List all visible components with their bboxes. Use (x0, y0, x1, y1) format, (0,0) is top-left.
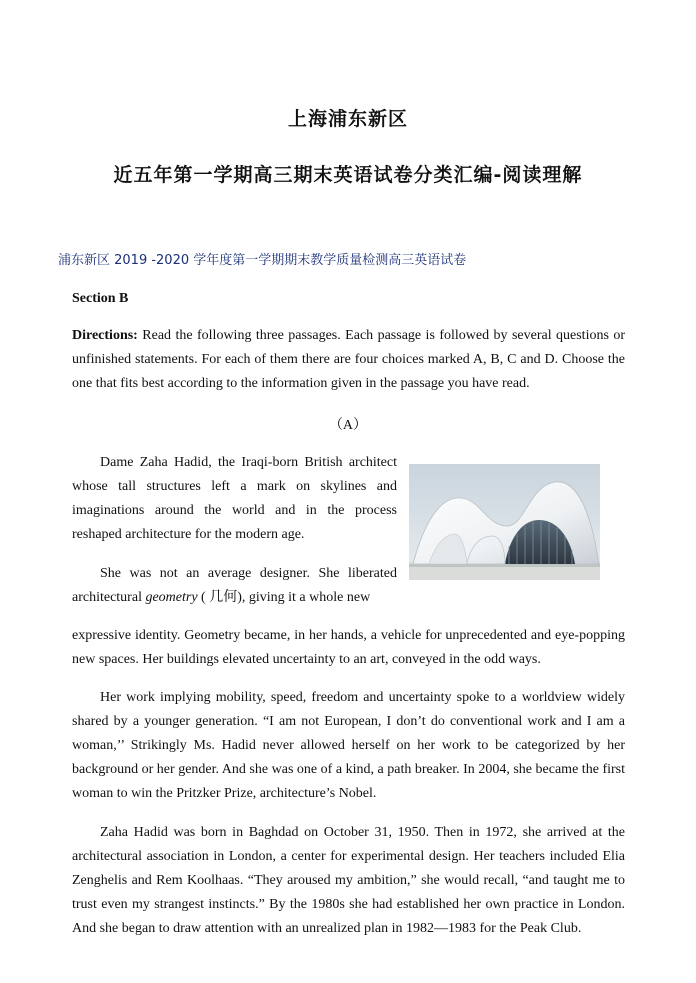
passage-paragraph-2-continued: expressive identity. Geometry became, in her hands, a vehicle for unprecedented and eye-popping new spaces. Her buildings elevated uncertainty to an art, conveyed in the odd ways. (72, 628, 625, 667)
passage-paragraph-3: Her work implying mobility, speed, freedom and uncertainty spoke to a worldview widely shared by a younger generation. “I am not European, I don’t do conventional work and I am a woman,’’ Strikingly Ms. Hadid never allowed herself on her work to be categorized by her background or her gender. And she was one of a kind, a path breaker. In 2004, she became the first woman to win the Pritzker Prize, architecture’s Nobel. (72, 690, 625, 801)
document-title-line2: 近五年第一学期高三期末英语试卷分类汇编-阅读理解 (113, 164, 583, 186)
passage-paragraph-1: Dame Zaha Hadid, the Iraqi-born British architect whose tall structures left a mark on skylines and imaginations around the world and in the process reshaped architecture for the modern age. (72, 455, 397, 542)
passage-label: （A） (328, 418, 368, 433)
exam-source-title: 浦东新区 2019 -2020 学年度第一学期期末教学质量检测高三英语试卷 (58, 253, 467, 268)
directions-text: Read the following three passages. Each passage is followed by several questions or unfinished statements. For each of them there are four choices marked A, B, C and D. Choose the one that fits best according to the information given in the passage you have read. (72, 328, 625, 391)
document-title-line1: 上海浦东新区 (287, 108, 408, 130)
passage-paragraph-4: Zaha Hadid was born in Baghdad on October 31, 1950. Then in 1972, she arrived at the architectural association in London, a center for experimental design. Her teachers included Elia Zenghelis and Rem Koolhaas. “They aroused my ambition,” she would recall, “and taught me to trust even my strangest instincts.” By the 1980s she had established her own practice in London. And she began to draw attention with an unrealized plan in 1982—1983 for the Peak Club. (72, 825, 625, 936)
directions-label: Directions: (72, 328, 138, 343)
paragraph-2-text-after: ( 几何), giving it a whole new (197, 590, 371, 605)
section-heading: Section B (72, 291, 129, 306)
passage-paragraph-2 (72, 562, 397, 610)
building-photo (409, 464, 600, 580)
paragraph-2-text-before: She was not an average designer. She liberated architectural (72, 566, 397, 605)
geometry-term: geometry (145, 590, 198, 605)
directions-paragraph (72, 324, 625, 396)
